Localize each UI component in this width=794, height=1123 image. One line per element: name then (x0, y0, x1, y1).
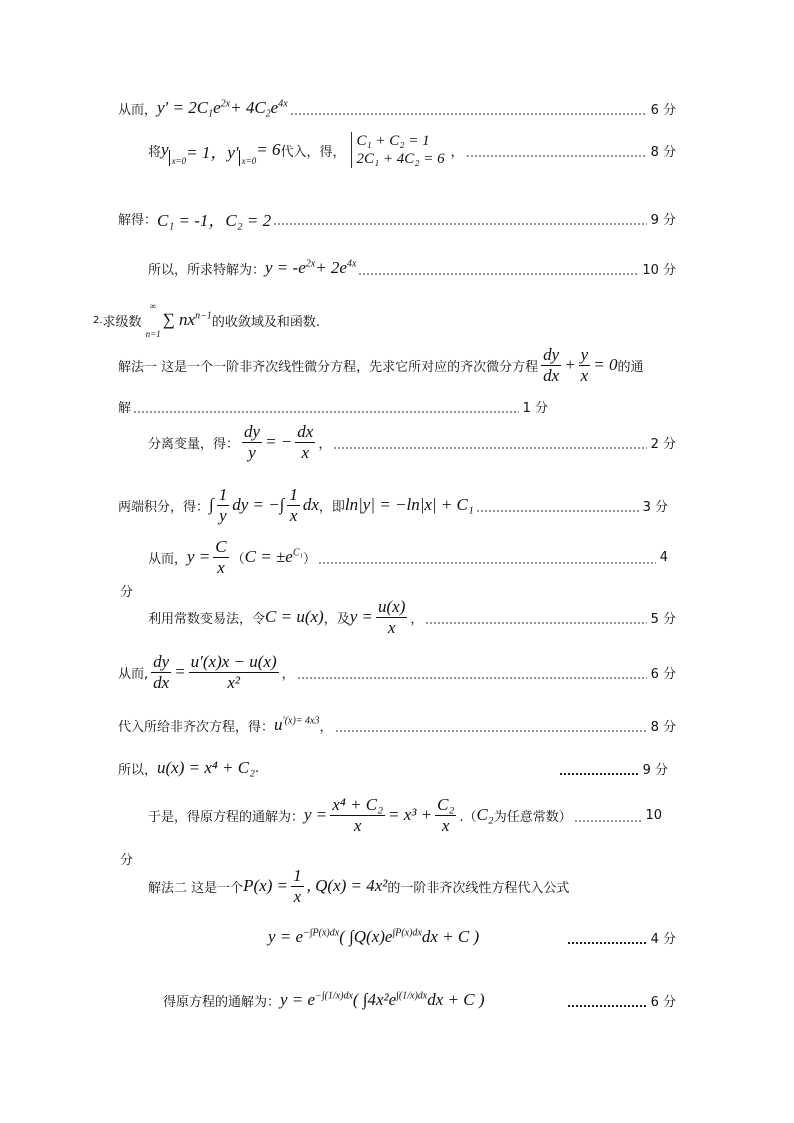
score-label: 6 分 (650, 994, 676, 1010)
text: ， (450, 144, 464, 160)
script-text: −∫(1/x)dx (315, 990, 353, 1002)
fraction (330, 795, 385, 836)
dot-leader (358, 273, 638, 275)
text: 求级数 (102, 314, 142, 330)
score-label: 10 (645, 807, 662, 823)
numerator: dy (244, 421, 261, 441)
text: 的通 (617, 359, 644, 375)
fraction (541, 345, 561, 386)
evaluation-bar: x=0 (239, 150, 257, 166)
lower-limit: n=1 (145, 329, 161, 339)
math-expression: = 0 (593, 355, 618, 374)
math-superscript (303, 927, 339, 947)
math-expression: ( ∫Q(x)e (339, 927, 393, 946)
math-expression: ln|y| = −ln|x| + C₁ (344, 495, 474, 514)
system-row: C₁ + C₂ = 1 (356, 133, 430, 149)
numerator: 1 (218, 484, 228, 504)
script-text: 2x (220, 98, 231, 110)
script-text: 2 (265, 108, 271, 120)
fraction (376, 597, 407, 638)
score-label: 9 分 (642, 762, 668, 778)
math-expression: y = e (268, 927, 304, 946)
math-expression: C = ±e (244, 547, 293, 566)
substitute-line (148, 130, 676, 170)
dot-leader (290, 113, 647, 115)
dot-leader (425, 622, 646, 624)
score-label: 4 分 (650, 931, 676, 947)
dot-leader (567, 1005, 647, 1007)
script-text: 4x (346, 258, 357, 270)
denominator: x (301, 442, 310, 462)
score-label: 2 分 (650, 436, 676, 452)
score-label: 4 (659, 549, 668, 565)
math-superscript (195, 310, 212, 330)
numerator: y (580, 344, 589, 364)
score-label: 6 分 (650, 666, 676, 682)
math-expression: y = (304, 805, 328, 824)
text: 的一阶非齐次线性方程代入公式 (387, 880, 570, 896)
dot-leader (333, 447, 646, 449)
text: 解法一 这是一个一阶非齐次线性微分方程，先求它所对应的齐次微分方程 (118, 359, 539, 375)
text: 所以， (118, 762, 158, 778)
method-1-intro (118, 345, 643, 385)
text: ，及 (323, 611, 350, 627)
math-expression: = x³ + (387, 805, 433, 824)
text: 所以，所求特解为： (148, 262, 266, 278)
denominator: x (289, 505, 298, 525)
score-label: 1 分 (522, 400, 548, 416)
text: 分离变量，得： (148, 436, 240, 452)
math-expression: C = u(x) (265, 607, 324, 626)
variation-line (148, 597, 676, 637)
math-expression: C₁ = -1，C₂ = 2 (157, 210, 272, 230)
math-expression: ∑ nx (162, 310, 196, 329)
math-superscript (347, 258, 356, 278)
math-expression: + 4C (230, 98, 266, 117)
text: ，即 (318, 499, 345, 515)
math-superscript (293, 547, 303, 567)
math-expression: e (270, 98, 279, 117)
math-superscript (306, 258, 315, 278)
fraction (435, 795, 456, 836)
math-expression: = (174, 662, 186, 681)
text: 从而， (148, 551, 188, 567)
script-text: 4x (278, 98, 288, 110)
text: ， (318, 436, 332, 452)
text: （ (231, 551, 245, 567)
math-superscript (392, 927, 421, 947)
numerator: u′(x)x − u(x) (190, 651, 277, 671)
fraction (151, 652, 171, 693)
math-expression: y′ = 2C (157, 98, 209, 117)
text: 解法二 这是一个 (148, 880, 244, 896)
script-text: 2x (305, 258, 316, 270)
text: 解 (118, 400, 132, 416)
denominator: dx (153, 672, 170, 692)
integrate-line (118, 485, 668, 525)
numerator: x⁴ + C₂ (332, 794, 383, 814)
denominator: y (219, 505, 227, 525)
dot-leader (133, 411, 519, 413)
general-homogeneous-line (148, 537, 668, 577)
method-1-intro-cont (118, 386, 548, 426)
math-expression: ( ∫4x²e (352, 990, 397, 1009)
fraction (242, 422, 262, 463)
math-expression: = 6 (256, 140, 281, 159)
math-expression: u(x) = x⁴ + C₂ (157, 758, 256, 777)
fraction (579, 345, 591, 386)
math-expression: u (274, 715, 283, 734)
math-expression: , Q(x) = 4x² (306, 876, 388, 895)
formula-line (268, 917, 676, 957)
math-expression: y = (349, 607, 373, 626)
score-label: 9 分 (650, 212, 676, 228)
math-expression: C₂ (476, 805, 494, 824)
dot-leader (559, 773, 639, 775)
text: 于是，得原方程的通解为： (148, 809, 305, 825)
math-expression: + (564, 355, 576, 374)
dot-leader (273, 223, 646, 225)
score-label: 分 (120, 584, 134, 600)
math-superscript (278, 98, 287, 118)
sum-limits (146, 300, 161, 340)
numerator: C₂ (437, 794, 455, 814)
text: 从而, (118, 666, 149, 682)
fraction (217, 485, 230, 526)
dot-leader (567, 942, 647, 944)
math-superscript (315, 990, 353, 1010)
evaluation-bar: x=0 (169, 150, 187, 166)
text: 的收敛域及和函数. (211, 314, 320, 330)
score-label: 6 分 (650, 102, 676, 118)
dot-leader (335, 730, 647, 732)
script-text: −∫P(x)dx (303, 927, 340, 939)
math-expression: + 2e (315, 258, 347, 277)
math-expression: e (213, 98, 221, 117)
script-text: ∫P(x)dx (392, 927, 422, 939)
fraction (189, 652, 279, 693)
numerator: dy (543, 344, 560, 364)
derivative-u-line (118, 652, 676, 692)
numerator: dy (153, 651, 170, 671)
text: 代入，得， (280, 144, 346, 160)
fraction (295, 422, 315, 463)
script-text: ′(x)= 4x3 (282, 715, 320, 727)
math-expression: dy = −∫ (232, 495, 285, 514)
score-label: 3 分 (642, 499, 668, 515)
dot-leader (318, 562, 656, 564)
equation-system (351, 132, 444, 168)
dot-leader (297, 677, 647, 679)
denominator: x (293, 886, 302, 906)
score-label: 10 分 (642, 262, 676, 278)
question-number: 2. (93, 314, 103, 326)
u-solution-line (118, 748, 668, 788)
text: ， (410, 611, 424, 627)
text: ， (319, 719, 333, 735)
score-wrap-2 (118, 838, 133, 878)
score-label: 8 分 (650, 719, 676, 735)
math-expression: P(x) = (243, 876, 289, 895)
numerator: dx (297, 421, 314, 441)
score-label: 分 (120, 852, 134, 868)
text: 代入所给非齐次方程，得： (118, 719, 275, 735)
text: 两端积分，得： (118, 499, 210, 515)
script-text: C₁ (292, 547, 303, 559)
math-expression: dx (302, 495, 319, 514)
derivative-line (118, 88, 676, 128)
denominator: x (217, 557, 225, 577)
text: 解得： (118, 212, 158, 228)
substitute-nonhomogeneous-line (118, 705, 676, 745)
math-superscript (221, 98, 230, 118)
score-label: 5 分 (650, 611, 676, 627)
fraction (213, 537, 228, 578)
text: ） (303, 551, 317, 567)
text: ， (281, 666, 295, 682)
dot-leader (466, 155, 647, 157)
math-expression: y = e (280, 990, 316, 1009)
particular-solution-line (148, 248, 676, 288)
text: 将 (148, 144, 162, 160)
numerator: 1 (289, 484, 298, 504)
math-expression: = 1，y′ (186, 142, 239, 162)
text: 为任意常数） (493, 809, 572, 825)
math-expression: y = (187, 547, 211, 566)
numerator: C (215, 536, 227, 556)
math-expression: = − (265, 432, 293, 451)
method-2-intro (148, 866, 569, 906)
math-expression: ∫ (209, 495, 214, 514)
denominator: dx (543, 365, 560, 385)
text: . (255, 760, 260, 776)
fraction (287, 485, 300, 526)
denominator: x (387, 617, 396, 637)
math-expression: y (161, 140, 169, 159)
math-expression: dx + C ) (427, 990, 485, 1009)
question-2 (93, 300, 320, 340)
denominator: y (248, 442, 256, 462)
method-2-solution-line (163, 980, 676, 1020)
numerator: u(x) (378, 596, 406, 616)
upper-limit: ∞ (149, 301, 157, 311)
script-text: ∫(1/x)dx (396, 990, 428, 1002)
math-superscript (396, 990, 427, 1010)
dot-leader (574, 820, 642, 822)
dot-leader (476, 510, 639, 512)
denominator: x² (227, 672, 240, 692)
score-label: 8 分 (650, 144, 676, 160)
denominator: x (580, 365, 589, 385)
denominator: x (441, 815, 450, 835)
math-superscript (283, 715, 320, 735)
score-wrap-1 (118, 570, 133, 610)
script-text: 1 (208, 108, 214, 120)
math-expression: dx + C ) (421, 927, 480, 946)
math-expression: y = -e (265, 258, 306, 277)
text: 得原方程的通解为： (163, 994, 281, 1010)
separate-variables-line (148, 422, 676, 462)
general-solution-line (148, 795, 662, 835)
text: .（ (459, 809, 477, 825)
script-text: n−1 (195, 310, 212, 322)
denominator: x (353, 815, 362, 835)
solve-constants-line (118, 198, 676, 238)
system-row: 2C₁ + 4C₂ = 6 (356, 151, 445, 167)
text: 利用常数变易法，令 (148, 611, 266, 627)
numerator: 1 (293, 865, 302, 885)
fraction (291, 866, 304, 907)
text: 从而， (118, 102, 158, 118)
